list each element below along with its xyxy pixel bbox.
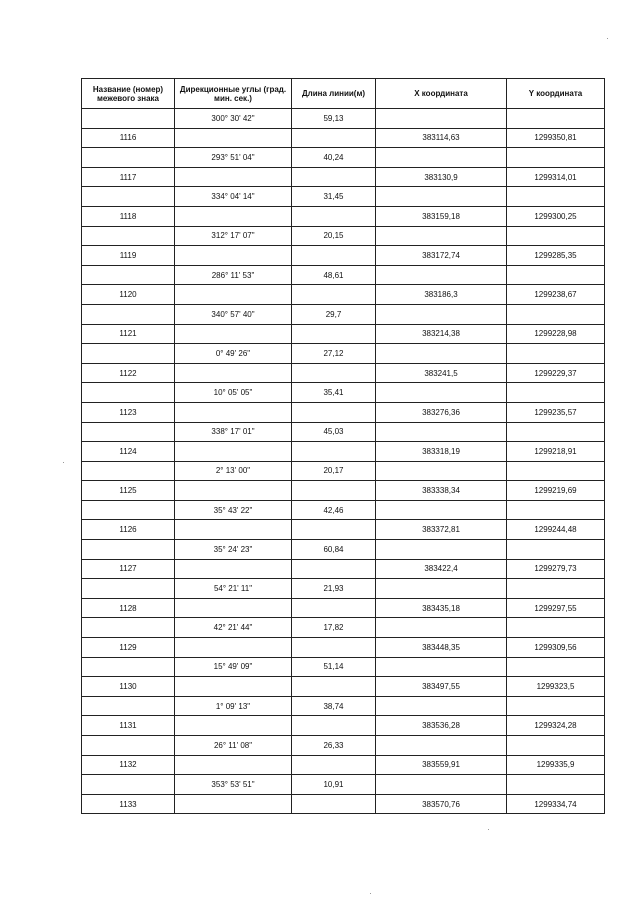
cell-direction-angle xyxy=(175,638,292,658)
cell-line-length xyxy=(292,324,376,344)
cell-direction-angle xyxy=(175,402,292,422)
cell-y-coordinate xyxy=(507,187,605,207)
cell-x-coordinate xyxy=(376,226,507,246)
cell-x-coordinate xyxy=(376,383,507,403)
cell-y-coordinate: 1299324,28 xyxy=(507,716,605,736)
point-row xyxy=(82,246,605,266)
cell-y-coordinate: 1299334,74 xyxy=(507,794,605,814)
cell-y-coordinate xyxy=(507,579,605,599)
cell-mark-name: 1125 xyxy=(82,481,175,501)
cell-y-coordinate: 1299228,98 xyxy=(507,324,605,344)
cell-direction-angle: 26° 11' 08" xyxy=(175,736,292,756)
cell-mark-name: 1126 xyxy=(82,520,175,540)
cell-x-coordinate xyxy=(376,109,507,129)
segment-row xyxy=(82,383,605,403)
cell-y-coordinate: 1299335,9 xyxy=(507,755,605,775)
cell-mark-name xyxy=(82,344,175,364)
cell-mark-name: 1133 xyxy=(82,794,175,814)
point-row xyxy=(82,716,605,736)
cell-line-length: 20,15 xyxy=(292,226,376,246)
cell-direction-angle: 35° 24' 23" xyxy=(175,540,292,560)
segment-row xyxy=(82,422,605,442)
cell-y-coordinate xyxy=(507,775,605,795)
cell-line-length xyxy=(292,794,376,814)
point-row xyxy=(82,638,605,658)
cell-line-length xyxy=(292,755,376,775)
point-row xyxy=(82,363,605,383)
cell-direction-angle xyxy=(175,246,292,266)
cell-line-length: 26,33 xyxy=(292,736,376,756)
cell-direction-angle xyxy=(175,677,292,697)
cell-direction-angle: 286° 11' 53" xyxy=(175,265,292,285)
header-direction-angle: Дирекционные углы (град. мин. сек.) xyxy=(175,79,292,109)
cell-mark-name xyxy=(82,696,175,716)
point-row xyxy=(82,442,605,462)
cell-y-coordinate: 1299279,73 xyxy=(507,559,605,579)
cell-line-length: 48,61 xyxy=(292,265,376,285)
cell-mark-name xyxy=(82,461,175,481)
segment-row xyxy=(82,226,605,246)
cell-direction-angle: 338° 17' 01" xyxy=(175,422,292,442)
cell-y-coordinate: 1299285,35 xyxy=(507,246,605,266)
cell-direction-angle xyxy=(175,442,292,462)
cell-y-coordinate: 1299350,81 xyxy=(507,128,605,148)
cell-mark-name: 1129 xyxy=(82,638,175,658)
cell-mark-name: 1122 xyxy=(82,363,175,383)
cell-y-coordinate xyxy=(507,422,605,442)
table-body xyxy=(82,109,605,814)
segment-row xyxy=(82,540,605,560)
cell-x-coordinate xyxy=(376,540,507,560)
cell-direction-angle: 15° 49' 09" xyxy=(175,657,292,677)
cell-direction-angle xyxy=(175,716,292,736)
cell-line-length xyxy=(292,128,376,148)
cell-mark-name xyxy=(82,383,175,403)
cell-x-coordinate: 383276,36 xyxy=(376,402,507,422)
cell-line-length xyxy=(292,402,376,422)
cell-line-length xyxy=(292,638,376,658)
cell-direction-angle xyxy=(175,520,292,540)
cell-mark-name: 1117 xyxy=(82,167,175,187)
cell-mark-name xyxy=(82,500,175,520)
cell-direction-angle xyxy=(175,128,292,148)
cell-line-length: 40,24 xyxy=(292,148,376,168)
point-row xyxy=(82,206,605,226)
point-row xyxy=(82,128,605,148)
point-row xyxy=(82,402,605,422)
point-row xyxy=(82,520,605,540)
cell-y-coordinate: 1299244,48 xyxy=(507,520,605,540)
cell-direction-angle xyxy=(175,167,292,187)
cell-y-coordinate xyxy=(507,226,605,246)
cell-direction-angle: 312° 17' 07" xyxy=(175,226,292,246)
point-row xyxy=(82,677,605,697)
cell-line-length: 59,13 xyxy=(292,109,376,129)
segment-row xyxy=(82,148,605,168)
cell-y-coordinate: 1299323,5 xyxy=(507,677,605,697)
cell-direction-angle: 293° 51' 04" xyxy=(175,148,292,168)
cell-mark-name: 1123 xyxy=(82,402,175,422)
cell-y-coordinate: 1299300,25 xyxy=(507,206,605,226)
cell-line-length xyxy=(292,206,376,226)
cell-mark-name: 1120 xyxy=(82,285,175,305)
cell-x-coordinate: 383435,18 xyxy=(376,598,507,618)
segment-row xyxy=(82,618,605,638)
cell-direction-angle: 340° 57' 40" xyxy=(175,304,292,324)
cell-line-length xyxy=(292,442,376,462)
cell-x-coordinate: 383172,74 xyxy=(376,246,507,266)
cell-line-length: 17,82 xyxy=(292,618,376,638)
cell-mark-name xyxy=(82,775,175,795)
segment-row xyxy=(82,696,605,716)
cell-x-coordinate xyxy=(376,461,507,481)
cell-line-length: 10,91 xyxy=(292,775,376,795)
segment-row xyxy=(82,265,605,285)
cell-y-coordinate xyxy=(507,540,605,560)
point-row xyxy=(82,755,605,775)
cell-direction-angle xyxy=(175,559,292,579)
cell-direction-angle: 353° 53' 51" xyxy=(175,775,292,795)
cell-line-length xyxy=(292,481,376,501)
cell-x-coordinate xyxy=(376,736,507,756)
cell-line-length: 45,03 xyxy=(292,422,376,442)
cell-y-coordinate xyxy=(507,500,605,520)
cell-x-coordinate: 383497,55 xyxy=(376,677,507,697)
cell-y-coordinate xyxy=(507,461,605,481)
cell-x-coordinate: 383448,35 xyxy=(376,638,507,658)
cell-direction-angle: 1° 09' 13" xyxy=(175,696,292,716)
cell-direction-angle xyxy=(175,481,292,501)
header-line-length: Длина линии(м) xyxy=(292,79,376,109)
cell-x-coordinate: 383186,3 xyxy=(376,285,507,305)
cell-y-coordinate xyxy=(507,148,605,168)
segment-row xyxy=(82,344,605,364)
cell-y-coordinate: 1299218,91 xyxy=(507,442,605,462)
cell-x-coordinate: 383559,91 xyxy=(376,755,507,775)
header-y-coordinate: Y координата xyxy=(507,79,605,109)
cell-line-length: 35,41 xyxy=(292,383,376,403)
point-row xyxy=(82,285,605,305)
cell-y-coordinate xyxy=(507,618,605,638)
cell-x-coordinate: 383570,76 xyxy=(376,794,507,814)
cell-mark-name xyxy=(82,109,175,129)
cell-mark-name: 1130 xyxy=(82,677,175,697)
cell-x-coordinate xyxy=(376,187,507,207)
cell-line-length xyxy=(292,520,376,540)
cell-line-length: 60,84 xyxy=(292,540,376,560)
cell-line-length xyxy=(292,559,376,579)
cell-x-coordinate xyxy=(376,579,507,599)
cell-x-coordinate xyxy=(376,618,507,638)
cell-x-coordinate: 383422,4 xyxy=(376,559,507,579)
cell-mark-name: 1118 xyxy=(82,206,175,226)
cell-mark-name xyxy=(82,736,175,756)
cell-mark-name: 1131 xyxy=(82,716,175,736)
cell-y-coordinate xyxy=(507,696,605,716)
cell-y-coordinate: 1299309,56 xyxy=(507,638,605,658)
cell-x-coordinate xyxy=(376,422,507,442)
scan-speck xyxy=(488,829,489,830)
cell-mark-name xyxy=(82,579,175,599)
cell-y-coordinate xyxy=(507,265,605,285)
cell-y-coordinate: 1299229,37 xyxy=(507,363,605,383)
cell-mark-name: 1121 xyxy=(82,324,175,344)
cell-x-coordinate xyxy=(376,304,507,324)
cell-line-length: 31,45 xyxy=(292,187,376,207)
cell-mark-name xyxy=(82,265,175,285)
segment-row xyxy=(82,736,605,756)
cell-mark-name xyxy=(82,618,175,638)
cell-mark-name: 1124 xyxy=(82,442,175,462)
cell-direction-angle: 334° 04' 14" xyxy=(175,187,292,207)
cell-x-coordinate xyxy=(376,148,507,168)
cell-line-length: 20,17 xyxy=(292,461,376,481)
cell-mark-name: 1128 xyxy=(82,598,175,618)
cell-x-coordinate: 383338,34 xyxy=(376,481,507,501)
cell-y-coordinate xyxy=(507,344,605,364)
cell-x-coordinate xyxy=(376,775,507,795)
cell-y-coordinate: 1299219,69 xyxy=(507,481,605,501)
cell-mark-name: 1119 xyxy=(82,246,175,266)
cell-x-coordinate xyxy=(376,344,507,364)
cell-direction-angle xyxy=(175,755,292,775)
cell-line-length: 21,93 xyxy=(292,579,376,599)
point-row xyxy=(82,559,605,579)
header-x-coordinate: X координата xyxy=(376,79,507,109)
cell-direction-angle: 2° 13' 00" xyxy=(175,461,292,481)
cell-y-coordinate xyxy=(507,736,605,756)
cell-mark-name xyxy=(82,304,175,324)
segment-row xyxy=(82,657,605,677)
cell-x-coordinate xyxy=(376,500,507,520)
cell-x-coordinate: 383241,5 xyxy=(376,363,507,383)
segment-row xyxy=(82,500,605,520)
scan-speck xyxy=(370,893,371,894)
point-row xyxy=(82,481,605,501)
cell-y-coordinate xyxy=(507,304,605,324)
cell-direction-angle: 10° 05' 05" xyxy=(175,383,292,403)
cell-mark-name xyxy=(82,148,175,168)
cell-mark-name xyxy=(82,226,175,246)
cell-direction-angle: 54° 21' 11" xyxy=(175,579,292,599)
cell-x-coordinate: 383114,63 xyxy=(376,128,507,148)
cell-direction-angle: 42° 21' 44" xyxy=(175,618,292,638)
cell-direction-angle xyxy=(175,206,292,226)
cell-mark-name: 1132 xyxy=(82,755,175,775)
cell-direction-angle xyxy=(175,363,292,383)
cell-y-coordinate xyxy=(507,383,605,403)
cell-y-coordinate xyxy=(507,109,605,129)
cell-line-length xyxy=(292,716,376,736)
cell-direction-angle xyxy=(175,794,292,814)
cell-x-coordinate xyxy=(376,265,507,285)
cell-line-length xyxy=(292,598,376,618)
cell-x-coordinate: 383372,81 xyxy=(376,520,507,540)
header-mark-name: Название (номер) межевого знака xyxy=(82,79,175,109)
cell-line-length: 38,74 xyxy=(292,696,376,716)
cell-line-length xyxy=(292,167,376,187)
cell-line-length xyxy=(292,246,376,266)
segment-row xyxy=(82,461,605,481)
cell-y-coordinate xyxy=(507,657,605,677)
scan-speck xyxy=(607,38,608,39)
cell-x-coordinate: 383214,38 xyxy=(376,324,507,344)
cell-direction-angle xyxy=(175,598,292,618)
cell-x-coordinate: 383318,19 xyxy=(376,442,507,462)
boundary-coordinates-table xyxy=(81,78,605,814)
cell-y-coordinate: 1299297,55 xyxy=(507,598,605,618)
cell-mark-name xyxy=(82,187,175,207)
cell-direction-angle: 35° 43' 22" xyxy=(175,500,292,520)
cell-x-coordinate xyxy=(376,657,507,677)
point-row xyxy=(82,794,605,814)
segment-row xyxy=(82,304,605,324)
cell-y-coordinate: 1299314,01 xyxy=(507,167,605,187)
cell-line-length: 51,14 xyxy=(292,657,376,677)
cell-x-coordinate: 383536,28 xyxy=(376,716,507,736)
cell-mark-name xyxy=(82,540,175,560)
header-row xyxy=(82,79,605,109)
scan-speck xyxy=(63,462,64,463)
cell-mark-name: 1116 xyxy=(82,128,175,148)
cell-direction-angle xyxy=(175,324,292,344)
cell-line-length: 29,7 xyxy=(292,304,376,324)
cell-direction-angle: 300° 30' 42" xyxy=(175,109,292,129)
cell-line-length xyxy=(292,677,376,697)
cell-mark-name: 1127 xyxy=(82,559,175,579)
cell-x-coordinate xyxy=(376,696,507,716)
point-row xyxy=(82,598,605,618)
point-row xyxy=(82,324,605,344)
cell-direction-angle: 0° 49' 26" xyxy=(175,344,292,364)
cell-mark-name xyxy=(82,657,175,677)
cell-x-coordinate: 383130,9 xyxy=(376,167,507,187)
cell-line-length xyxy=(292,363,376,383)
segment-row xyxy=(82,187,605,207)
cell-line-length xyxy=(292,285,376,305)
segment-row xyxy=(82,109,605,129)
cell-y-coordinate: 1299238,67 xyxy=(507,285,605,305)
cell-line-length: 42,46 xyxy=(292,500,376,520)
cell-line-length: 27,12 xyxy=(292,344,376,364)
cell-x-coordinate: 383159,18 xyxy=(376,206,507,226)
point-row xyxy=(82,167,605,187)
segment-row xyxy=(82,579,605,599)
segment-row xyxy=(82,775,605,795)
cell-mark-name xyxy=(82,422,175,442)
table-header xyxy=(82,79,605,109)
cell-y-coordinate: 1299235,57 xyxy=(507,402,605,422)
cell-direction-angle xyxy=(175,285,292,305)
